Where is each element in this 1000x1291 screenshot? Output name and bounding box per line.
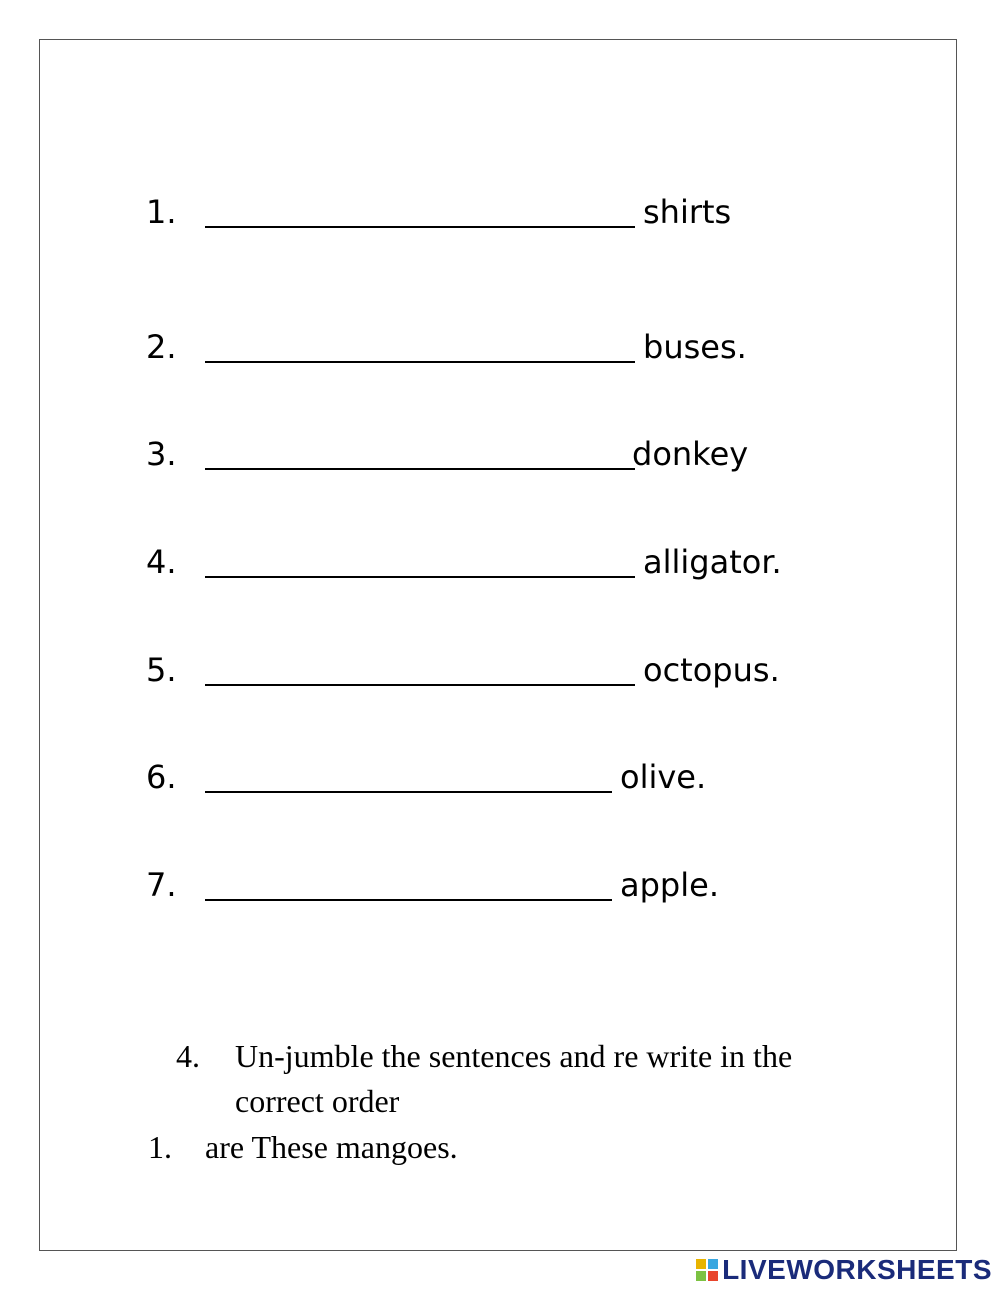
item-number: 7.	[146, 866, 177, 904]
section-number: 4.	[176, 1038, 200, 1074]
item-word: octopus.	[643, 651, 780, 689]
item-word: olive.	[620, 758, 707, 796]
jumbled-number: 1.	[148, 1129, 172, 1165]
section-instruction-line1: Un-jumble the sentences and re write in the	[235, 1038, 793, 1074]
item-number: 2.	[146, 328, 177, 366]
answer-blank[interactable]	[205, 684, 635, 686]
item-word: shirts	[643, 193, 732, 231]
answer-blank[interactable]	[205, 576, 635, 578]
logo-blocks-icon	[696, 1259, 718, 1281]
section-instruction-line2: correct order	[235, 1083, 400, 1119]
item-word: buses.	[643, 328, 747, 366]
answer-blank[interactable]	[205, 226, 635, 228]
item-number: 1.	[146, 193, 177, 231]
item-number: 3.	[146, 435, 177, 473]
liveworksheets-logo	[696, 1255, 992, 1285]
item-word: alligator.	[643, 543, 782, 581]
item-number: 4.	[146, 543, 177, 581]
answer-blank[interactable]	[205, 899, 612, 901]
answer-blank[interactable]	[205, 361, 635, 363]
item-number: 6.	[146, 758, 177, 796]
logo-text: LIVEWORKSHEETS	[722, 1254, 992, 1285]
item-word: donkey	[632, 435, 749, 473]
jumbled-sentence: are These mangoes.	[205, 1129, 458, 1165]
item-number: 5.	[146, 651, 177, 689]
item-word: apple.	[620, 866, 719, 904]
answer-blank[interactable]	[205, 468, 635, 470]
answer-blank[interactable]	[205, 791, 612, 793]
